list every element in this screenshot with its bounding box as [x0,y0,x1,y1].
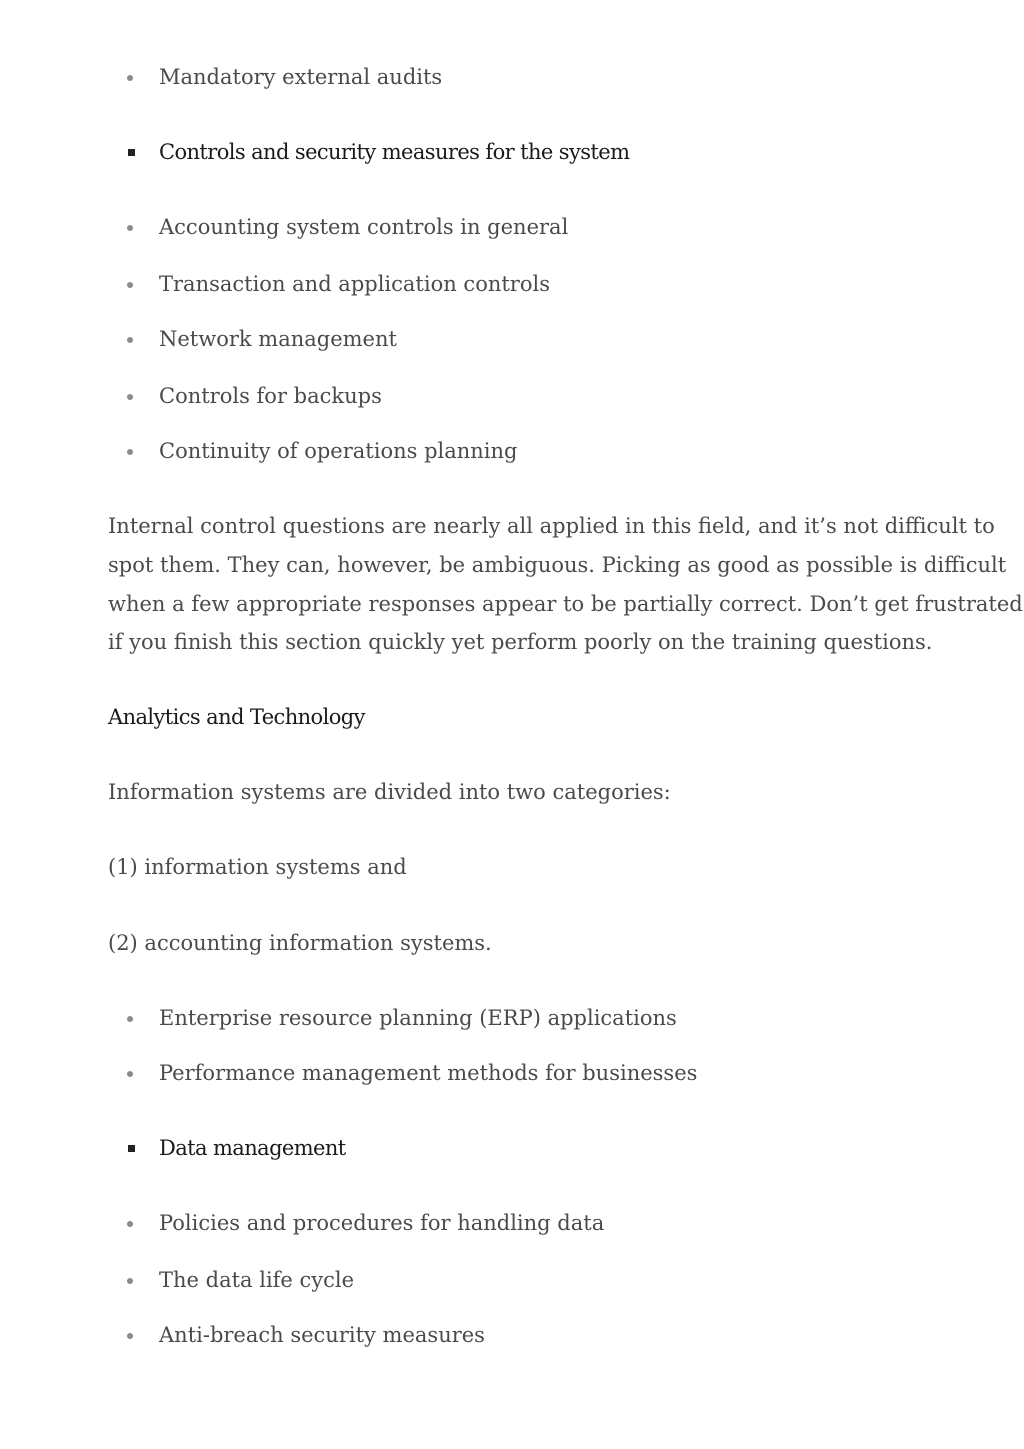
list-item: Transaction and application controls [159,272,550,296]
bullet-dot [127,1221,133,1227]
bullet-dot [127,1278,133,1284]
paragraph-line: if you finish this section quickly yet perform poorly on the training questions. [108,630,933,654]
bullet-dot [127,449,133,455]
bullet-dot [127,1016,133,1022]
list-item: Enterprise resource planning (ERP) applications [159,1006,677,1030]
paragraph-line: Internal control questions are nearly all applied in this field, and it’s not difficult to [108,514,995,538]
bullet-dot [127,75,133,81]
list-item: The data life cycle [159,1268,355,1292]
list-item: Performance management methods for businesses [159,1061,698,1085]
paragraph-category-2: (2) accounting information systems. [108,931,492,955]
list-item-external-audits: Mandatory external audits [159,65,443,89]
heading-analytics-technology: Analytics and Technology [108,705,365,729]
square-bullet [128,1145,135,1152]
heading-controls-security: Controls and security measures for the system [159,140,630,164]
bullet-dot [127,394,133,400]
bullet-dot [127,282,133,288]
bullet-dot [127,225,133,231]
list-item: Anti-breach security measures [159,1323,485,1347]
list-item: Controls for backups [159,384,382,408]
bullet-dot [127,1071,133,1077]
heading-data-management: Data management [159,1136,346,1160]
list-item: Continuity of operations planning [159,439,518,463]
paragraph-categories: Information systems are divided into two categories: [108,780,671,804]
bullet-dot [127,337,133,343]
list-item: Policies and procedures for handling data [159,1211,605,1235]
paragraph-line: spot them. They can, however, be ambiguous. Picking as good as possible is difficult [108,553,1007,577]
paragraph-line: when a few appropriate responses appear to be partially correct. Don’t get frustrated [108,592,1023,616]
bullet-dot [127,1333,133,1339]
list-item: Accounting system controls in general [159,215,569,239]
paragraph-category-1: (1) information systems and [108,855,407,879]
square-bullet [128,149,135,156]
list-item: Network management [159,327,397,351]
